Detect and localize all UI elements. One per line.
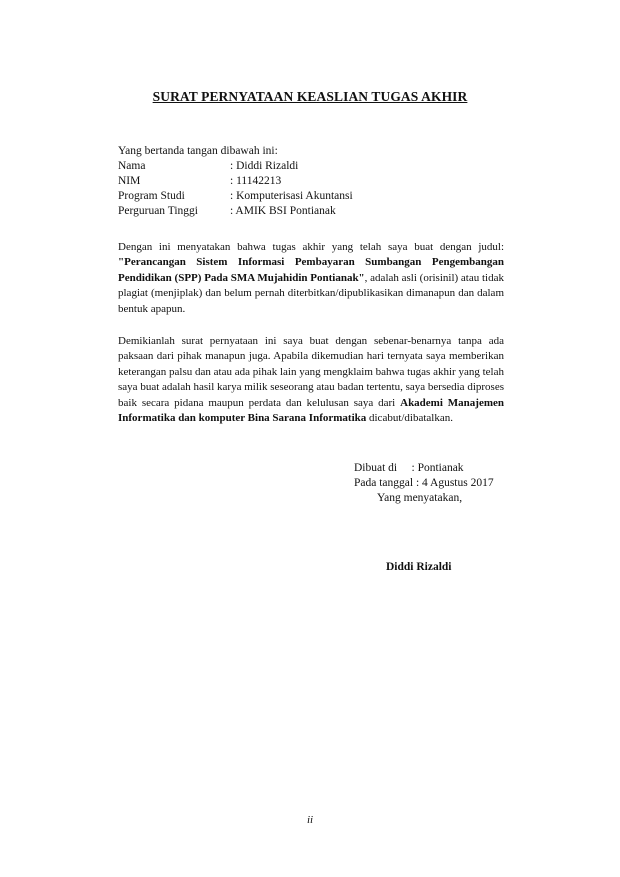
institution-name: Akademi Manajemen Informatika dan komputer Bina Sarana Informatika xyxy=(118,396,504,425)
document-title: SURAT PERNYATAAN KEASLIAN TUGAS AKHIR xyxy=(152,89,468,104)
identity-value: : Komputerisasi Akuntansi xyxy=(230,190,353,202)
identity-value: : 11142213 xyxy=(230,175,282,187)
thesis-title: "Perancangan Sistem Informasi Pembayaran Sumbangan Pengembangan Pendidikan (SPP) Pada SMA Mujahidin Pontianak" xyxy=(118,256,504,284)
declaration-text: Demikianlah surat pernyataan ini saya buat dengan sebenar-benarnya tanpa ada paksaan dari pihak manapun juga. Apabila dikemudian hari ternyata saya memberikan keterangan palsu dan atau ada pihak lain yang mengklaim bahwa tugas akhir yang telah saya buat adalah hasil karya milik seseorang atau badan tertentu, saya bersedia diproses baik secara pidana maupun perdata dan kelulusan saya dari xyxy=(118,335,504,409)
identity-label: Nama xyxy=(118,160,146,172)
statement-text-end: , adalah asli (orisinil) atau tidak plagiat (menjiplak) dan belum pernah diterbitkan/dipublikasikan dimanapun dan dalam bentuk apapun. xyxy=(118,271,504,315)
identity-label: NIM xyxy=(118,175,141,187)
statement-paragraph xyxy=(118,240,504,317)
statement-text: Dengan ini menyatakan bahwa tugas akhir yang telah saya buat dengan judul: xyxy=(118,241,504,253)
signature-place: Dibuat di : Pontianak xyxy=(354,462,464,474)
identity-value: : AMIK BSI Pontianak xyxy=(230,205,336,217)
identity-row-name xyxy=(118,159,353,174)
page-number: ii xyxy=(306,814,314,826)
identity-label: Perguruan Tinggi xyxy=(118,205,198,217)
identity-row-university xyxy=(118,204,353,219)
identity-label: Program Studi xyxy=(118,190,185,202)
signer-name: Diddi Rizaldi xyxy=(386,561,452,573)
declaration-text-end: dicabut/dibatalkan. xyxy=(366,412,453,425)
identity-table xyxy=(118,159,353,219)
declaration-paragraph xyxy=(118,334,504,426)
signature-closing: Yang menyatakan, xyxy=(377,492,463,504)
intro-text: Yang bertanda tangan dibawah ini: xyxy=(118,145,278,157)
identity-value: : Diddi Rizaldi xyxy=(230,160,299,172)
identity-row-program xyxy=(118,189,353,204)
signature-date: Pada tanggal : 4 Agustus 2017 xyxy=(354,477,494,489)
identity-row-nim xyxy=(118,174,353,189)
